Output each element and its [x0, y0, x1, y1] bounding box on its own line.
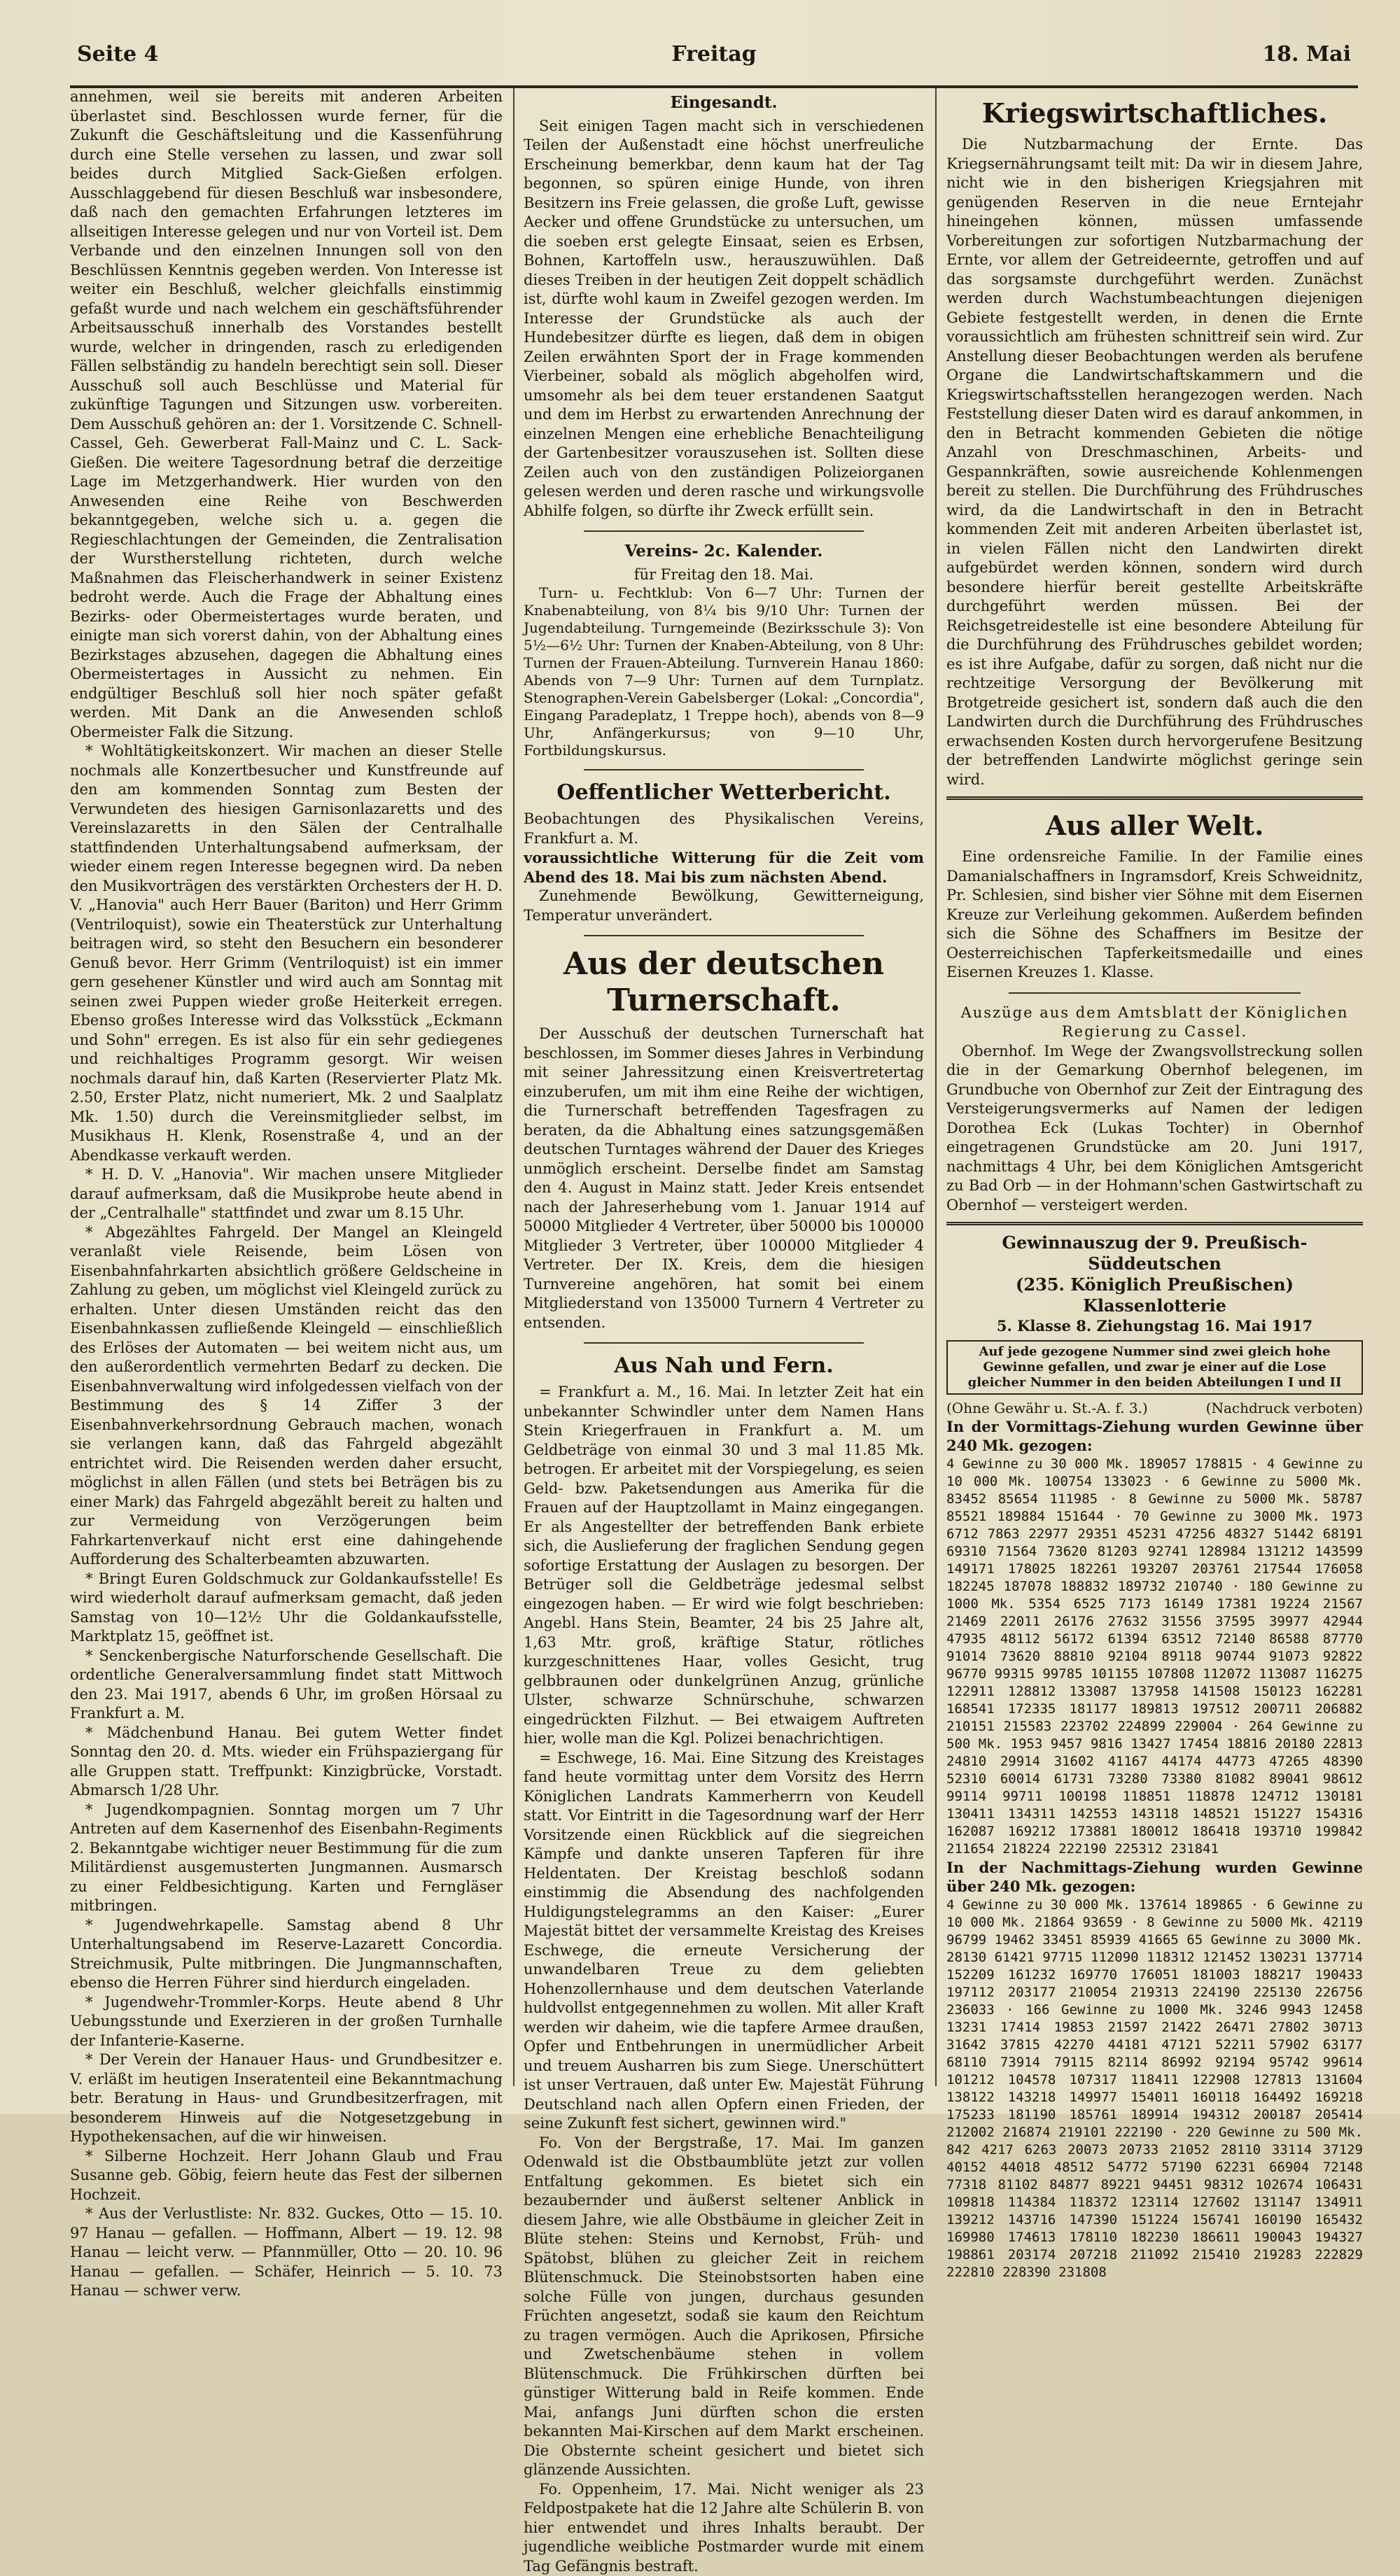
lottery-afternoon-numbers: 4 Gewinne zu 30 000 Mk. 137614 189865 · 6 Gewinne zu 10 000 Mk. 21864 93659 · 8 Gewinne zu 5000 Mk. 42119 96799 19462 33451 85939 41665 65 Gewinne zu 3000 Mk. 28130 61421 97715 112090 118312 121452 130231 137714 152209 161232 169770 176051 181003 188217 190433 197112 203177 210054 219313 224190 225130 226756 236033 · 166 Gewinne zu 1000 Mk. 3246 9943 12458 13231 17414 19853 21597 21422 26471 27802 30713 31642 37815 42270 44181 47121 52211 57902 63177 68110 73914 79115 82114 86992 92194 95742 99614 101212 104578 107317 118411 122908 127813 131604 138122 143218 149977 154011 160118 164492 169218 175233 181190 185761 189914 194312 200187 205414 212002 216874 219101 222190 · 220 Gewinne zu 500 Mk. 842 4217 6263 20073 20733 21052 28110 33114 37129 40152 44018 48512 54772 57190 62231 66904 72148 77318 81102 84877 89221 94451 98312 102674 106431 109818 114384 118372 123114 127602 131147 134911 139212 143716 147390 151224 156741 160190 165432 169980 174613 178110 182230 186611 190043 194327 198861 203174 207218 211092 215410 219283 222829 222810 228390 231808	[946, 1896, 1363, 2281]
vereins-heading: Vereins- 2c. Kalender.	[524, 542, 924, 561]
divider	[584, 530, 864, 532]
lottery-morning-numbers: 4 Gewinne zu 30 000 Mk. 189057 178815 · 4 Gewinne zu 10 000 Mk. 100754 133023 · 6 Gewinne zu 5000 Mk. 83452 85654 111985 · 8 Gewinne zu 5000 Mk. 58787 85521 189884 151644 · 70 Gewinne zu 3000 Mk. 1973 6712 7863 22977 29351 45231 47256 48327 51442 68191 69310 71564 73620 81203 92741 128984 131212 143599 149171 178025 182261 193207 203761 217544 176058 182245 187078 188832 189732 210740 · 180 Gewinne zu 1000 Mk. 5354 6525 7173 16149 17381 19224 21567 21469 22011 26176 27632 31556 37595 39977 42944 47935 48112 56172 61394 63512 72140 86588 87770 91014 73620 88810 92104 89118 90744 91073 92822 96770 99315 99785 101155 107808 112072 113087 116275 122911 128812 133087 137958 141508 150123 162281 168541 172335 181177 189813 197512 200711 206882 210151 215583 223702 224899 229004 · 264 Gewinne zu 500 Mk. 1953 9457 9816 13427 17454 18816 20180 22813 24810 29914 31602 41167 44174 44773 47265 48390 52310 60014 61731 73280 73380 81082 89041 98612 99114 99711 100198 118851 118878 124712 130181 130411 134311 142553 143118 148521 151227 154316 162087 169212 173881 180012 186418 193710 199842 211654 218224 222190 225312 231841	[946, 1456, 1363, 1858]
amtsblatt-body: Obernhof. Im Wege der Zwangsvollstreckung sollen die in der Gemarkung Obernhof belegenen, im Grundbuche von Obernhof zur Zeit der Eintragung des Versteigerungsvermerks auf Namen der ledigen Dorothea Eck (Lukas Tochter) in Obernhof eingetragenen Grundstücke am 20. Juni 1917, nachmittags 4 Uhr, bei dem Königlichen Amtsgericht zu Bad Orb — in der Hohmann'schen Gastwirtschaft zu Obernhof — versteigert werden.	[946, 1042, 1363, 1216]
local-news-jugendwehrkapelle: * Jugendwehrkapelle. Samstag abend 8 Uhr Unterhaltungsabend im Reserve-Lazarett Concordia. Streichmusik, Pulte mitbringen. Die Jungmannschaften, ebenso die Herren Führer sind hierdurch eingeladen.	[70, 1916, 503, 1993]
column-rule	[935, 87, 937, 2086]
local-news-maedchenbund: * Mädchenbund Hanau. Bei gutem Wetter findet Sonntag den 20. d. Mts. wieder ein Frühspaziergang für alle Gruppen statt. Treffpunkt: Kinzigbrücke, Vorstadt. Abmarsch 1/28 Uhr.	[70, 1724, 503, 1801]
page-header	[70, 36, 1358, 88]
column-3	[946, 87, 1363, 2086]
divider	[584, 1342, 864, 1344]
kriegswirtschaft-heading: Kriegswirtschaftliches.	[946, 97, 1363, 129]
nah-fern-heading: Aus Nah und Fern.	[524, 1353, 924, 1379]
lottery-afternoon-heading: In der Nachmittags-Ziehung wurden Gewinne über 240 Mk. gezogen:	[946, 1858, 1363, 1896]
local-news-hanovia: * H. D. V. „Hanovia". Wir machen unsere Mitglieder darauf aufmerksam, daß die Musikprobe heute abend in der „Centralhalle" stattfindet und zwar um 8.15 Uhr.	[70, 1165, 503, 1223]
divider	[946, 796, 1363, 800]
divider	[584, 769, 864, 770]
local-news-gold: * Bringt Euren Goldschmuck zur Goldankaufsstelle! Es wird wiederholt darauf aufmerksam gemacht, daß jeden Samstag von 10—12½ Uhr die Goldankaufsstelle, Marktplatz 15, geöffnet ist.	[70, 1570, 503, 1647]
aller-welt-body: Eine ordensreiche Familie. In der Familie eines Damanialschaffners in Ingramsdorf, Kreis Schweidnitz, Pr. Schlesien, sind bisher vier Söhne mit dem Eisernen Kreuze zur Verleihung gekommen. Außerdem befinden sich die Söhne des Schaffners im Besitze der Oesterreichischen Tapferkeitsmedaille und eines Eisernen Kreuzes 1. Klasse.	[946, 847, 1363, 983]
news-oppenheim: Fo. Oppenheim, 17. Mai. Nicht weniger als 23 Feldpostpakete hat die 12 Jahre alte Schülerin B. von hier entwendet und ihres Inhalts beraubt. Der jugendliche weibliche Postmarder wurde mit einem Tag Gefängnis bestraft.	[524, 2480, 924, 2576]
news-eschwege: = Eschwege, 16. Mai. Eine Sitzung des Kreistages fand heute vormittag unter dem Vorsitz des Herrn Königlichen Landrats Kammerherrn von Keudell statt. Vor Eintritt in die Tagesordnung warf der Herr Vorsitzende einen Rückblick auf die siegreichen Kämpfe und dankte unseren Tapferen für ihre Heldentaten. Der Kreistag beschloß sodann einstimmig die Absendung des nachfolgenden Huldigungstelegramms an den Kaiser: „Eurer Majestät bittet der versammelte Kreistag des Kreises Eschwege, die erneute Versicherung der unwandelbaren Treue zu dem geliebten Hohenzollernhause und dem deutschen Vaterlande huldvollst entgegennehmen zu wollen. Mit aller Kraft werden wir daheim, wie die tapfere Armee draußen, Opfer und Entbehrungen in unermüdlicher Arbeit und treuem Ausharren bis zum Siege. Unerschüttert ist unser Vertrauen, daß unter Ew. Majestät Führung Deutschland nach allen Opfern einen Frieden, der seine Zukunft fest sichert, gewinnen wird."	[524, 1749, 924, 2134]
eingesandt-body: Seit einigen Tagen macht sich in verschiedenen Teilen der Außenstadt eine höchst unerfreuliche Erscheinung bemerkbar, denn kaum hat der Tag begonnen, so spüren einige Hunde, von ihren Besitzern ins Freie gelassen, die große Luft, gewisse Aecker und offene Grundstücke zu untersuchen, um die soeben erst gelegte Einsaat, seien es Erbsen, Bohnen, Kartoffeln usw., herauszuwühlen. Daß dieses Treiben in der heutigen Zeit doppelt schädlich ist, dürfte wohl kaum in Zweifel gezogen werden. Im Interesse der Grundstücke als auch der Hundebesitzer dürfte es liegen, daß dem in obigen Zeilen erwähnten Sport der in Frage kommenden Vierbeiner, sobald als möglich abgeholfen wird, umsomehr als bei dem teuer erstandenen Saatgut und dem im Herbst zu erwartenden Anrechnung der einzelnen Mengen eine erhebliche Benachteiligung der Gartenbesitzer vorauszusehen ist. Sollten diese Zeilen auch von den zuständigen Polizeiorganen gelesen werden und deren rasche und wirkungsvolle Abhilfe folgen, so dürfte ihr Zweck erfüllt sein.	[524, 117, 924, 521]
column-rule	[513, 87, 514, 2086]
lottery-morning-heading: In der Vormittags-Ziehung wurden Gewinne über 240 Mk. gezogen:	[946, 1417, 1363, 1456]
weather-heading: Oeffentlicher Wetterbericht.	[524, 780, 924, 805]
local-news-hochzeit: * Silberne Hochzeit. Herr Johann Glaub und Frau Susanne geb. Göbig, feiern heute das Fest der silbernen Hochzeit.	[70, 2147, 503, 2205]
association-report: annehmen, weil sie bereits mit anderen Arbeiten überlastet sind. Beschlossen wurde ferner, für die Zukunft die Geschäftsleitung und die Kassenführung durch eine Stelle versehen zu lassen, und zwar soll beides durch Mitglied Sack-Gießen erfolgen. Ausschlaggebend für diesen Beschluß war insbesondere, daß nach den gemachten Erfahrungen letzteres im allseitigen Interesse gelegen und nur von Vorteil ist. Dem Verbande und den einzelnen Innungen soll von den Beschlüssen Kenntnis gegeben werden. Von Interesse ist weiter ein Beschluß, welcher gleichfalls einstimmig gefaßt wurde und nach welchem ein geschäftsführender Arbeitsausschuß innerhalb des Vorstandes bestellt wurde, welcher in dringenden, rasch zu erledigenden Fällen selbständig zu handeln berechtigt sein soll. Dieser Ausschuß soll auch Beschlüsse und Material für zukünftige Tagungen und Sitzungen usw. vorbereiten. Dem Ausschuß gehören an: der 1. Vorsitzende C. Schnell-Cassel, Geh. Gewerberat Fall-Mainz und C. L. Sack-Gießen. Die weitere Tagesordnung betraf die derzeitige Lage im Metzgerhandwerk. Hier wurden von den Anwesenden eine Reihe von Beschwerden bekanntgegeben, welche sich u. a. gegen die Regieschlachtungen der Gemeinden, die Zentralisation der Wurstherstellung richteten, durch welche Maßnahmen das Fleischerhandwerk in seiner Existenz bedroht werde. Auch die Frage der Abhaltung eines Bezirks- oder Obermeistertages wurde beraten, und einigte man sich vorerst dahin, von der Abhaltung eines Bezirkstages abzusehen, dagegen die Abhaltung eines Obermeistertages in Aussicht zu nehmen. Ein endgültiger Beschluß soll hier noch später gefaßt werden. Mit Dank an die Anwesenden schloß Obermeister Falk die Sitzung.	[70, 87, 503, 742]
vereins-date: für Freitag den 18. Mai.	[524, 565, 924, 585]
weather-forecast-title: voraussichtliche Witterung für die Zeit vom Abend des 18. Mai bis zum nächsten Abend.	[524, 848, 924, 887]
kriegswirtschaft-body: Die Nutzbarmachung der Ernte. Das Kriegsernährungsamt teilt mit: Da wir in diesem Jahre, nicht wie in den bisherigen Kriegsjahren mit genügenden Reserven in die neue Erntejahr hineingehen können, müssen umfassende Vorbereitungen zur sofortigen Nutzbarmachung der Ernte, vor allem der Getreideernte, getroffen und auf das sorgsamste durchgeführt werden. Zunächst werden durch Wachstumbeachtungen diejenigen Gebiete festgestellt werden, in denen die Ernte voraussichtlich am frühesten schnittreif sein wird. Zur Anstellung dieser Beobachtungen werden als berufene Organe die Landwirtschaftskammern und die Kriegswirtschaftsstellen herangezogen werden. Nach Feststellung dieser Daten wird es darauf ankommen, in den in Betracht kommenden Gebieten die nötige Anzahl von Dreschmaschinen, Arbeits- und Gespannkräften, sowie ausreichende Kohlenmengen bereit zu stellen. Die Durchführung des Frühdrusches wird, da die Landwirtschaft in den in Betracht kommenden Zeit mit anderen Arbeiten überlastet ist, in vielen Fällen nicht den Landwirten direkt aufgebürdet werden können, sondern wird durch besondere hierfür bereit gestellte Arbeitskräfte durchgeführt werden müssen. Bei der Reichsgetreidestelle ist eine besondere Abteilung für die Durchführung des Frühdrusches gebildet worden; es ist ihre Aufgabe, dafür zu sorgen, daß nicht nur die rechtzeitige Versorgung der Bevölkerung mit Brotgetreide gesichert ist, sondern daß auch die den Landwirten durch die Durchführung des Frühdrusches erwachsenden Kosten durch hervorgerufene Besitzung der betreffenden Landwirte möglichst geringe sein wird.	[946, 135, 1363, 789]
news-frankfurt: = Frankfurt a. M., 16. Mai. In letzter Zeit hat ein unbekannter Schwindler unter dem Namen Hans Stein Kriegerfrauen in Frankfurt a. M. um Geldbeträge von einmal 30 und 3 mal 11.85 Mk. betrogen. Er arbeitet mit der Vorspiegelung, es seien Geld- bzw. Paketsendungen aus Amerika für die Frauen auf der Hauptzollamt in Mainz eingegangen. Er als Angestellter der betreffenden Bank erbiete sich, die Auslieferung der fraglichen Sendung gegen sofortige Erstattung der Auslagen zu besorgen. Der Betrüger soll die Geldbeträge jedesmal selbst eingezogen haben. — Er wird wie folgt beschrieben: Angebl. Hans Stein, Beamter, 24 bis 25 Jahre alt, 1,63 Mtr. groß, kräftige Statur, rötliches kurzgeschnittenes Haar, volles Gesicht, trug gelbbraunen oder dunkelgrünen Anzug, grünliche Ulster, schwarze Schnürschuhe, schwarzen eingedrückten Filzhut. — Bei etwaigem Auftreten hier, wolle man die Kgl. Polizei benachrichtigen.	[524, 1383, 924, 1749]
column-1	[70, 87, 503, 2086]
turnerschaft-body: Der Ausschuß der deutschen Turnerschaft hat beschlossen, im Sommer dieses Jahres in Verbindung mit seiner Jahressitzung einen Kreisvertretertag einzuberufen, um mit ihm eine Reihe der wichtigen, die Turnerschaft betreffenden Tagesfragen zu beraten, da die Abhaltung eines satzungsgemäßen deutschen Turntages während der Dauer des Krieges unmöglich erscheint. Derselbe findet am Samstag den 4. August in Mainz statt. Jeder Kreis entsendet nach der Jahreserhebung vom 1. Januar 1914 auf 50000 Mitglieder 4 Vertreter, über 50000 bis 100000 Mitglieder 3 Vertreter, über 100000 Mitglieder 4 Vertreter. Der IX. Kreis, dem die hiesigen Turnvereine angehören, hat somit bei einem Mitgliederstand von 135000 Turnern 4 Vertreter zu entsenden.	[524, 1025, 924, 1332]
page-number: Seite 4	[77, 42, 158, 66]
lottery-subtitle: 5. Klasse 8. Ziehungstag 16. Mai 1917	[946, 1316, 1363, 1336]
issue-date: 18. Mai	[1262, 42, 1351, 66]
local-news-fare: * Abgezähltes Fahrgeld. Der Mangel an Kleingeld veranlaßt viele Reisende, beim Lösen von Eisenbahnfahrkarten absichtlich größere Geldscheine in Zahlung zu geben, um möglichst viel Kleingeld zurück zu erhalten. Unter diesen Umständen reicht das den Eisenbahnkassen zufließende Kleingeld — einschließlich des Erlöses der Automaten — bei weitem nicht aus, um den außerordentlich vermehrten Bedarf zu decken. Die Eisenbahnverwaltung wird infolgedessen vielfach von der Bestimmung des § 14 Ziffer 3 der Eisenbahnverkehrsordnung Gebrauch machen, wonach sie verlangen kann, daß das Fahrgeld abgezählt entrichtet wird. Die Reisenden werden daher ersucht, möglichst in allen Fällen (und stets bei Beträgen bis zu einer Mark) das Fahrgeld abgezählt bereit zu halten und zur Vermeidung von Verzögerungen beim Fahrkartenverkauf nicht erst eine dahingehende Aufforderung des Schalterbeamten abzuwarten.	[70, 1223, 503, 1570]
casualty-list: * Aus der Verlustliste: Nr. 832. Guckes, Otto — 15. 10. 97 Hanau — gefallen. — Hoffmann, Albert — 19. 12. 98 Hanau — leicht verw. — Pfannmüller, Otto — 20. 10. 96 Hanau — gefallen. — Schäfer, Heinrich — 5. 10. 73 Hanau — schwer verw.	[70, 2204, 503, 2301]
local-news-senckenberg: * Senckenbergische Naturforschende Gesellschaft. Die ordentliche Generalversammlung findet statt Mittwoch den 23. Mai 1917, abends 6 Uhr, im großen Hörsaal zu Frankfurt a. M.	[70, 1647, 503, 1724]
lottery-title-2: (235. Königlich Preußischen) Klassenlotterie	[946, 1274, 1363, 1316]
local-news-jugendkompagnien: * Jugendkompagnien. Sonntag morgen um 7 Uhr Antreten auf dem Kasernenhof des Eisenbahn-Regiments 2. Bekanntgabe wichtiger neuer Bestimmung für die zum Militärdienst ausgemusterten Jungmannen. Ausmarsch zu einer Feldbesichtigung. Karten und Ferngläser mitbringen.	[70, 1801, 503, 1916]
local-news-trommler: * Jugendwehr-Trommler-Korps. Heute abend 8 Uhr Uebungsstunde und Exerzieren in der großen Turnhalle der Infanterie-Kaserne.	[70, 1993, 503, 2051]
column-2	[524, 87, 924, 2086]
divider	[1009, 992, 1301, 994]
vereins-body: Turn- u. Fechtklub: Von 6—7 Uhr: Turnen der Knabenabteilung, von 8¼ bis 9/10 Uhr: Turnen der Jugendabteilung. Turngemeinde (Bezirksschule 3): Von 5½—6½ Uhr: Turnen der Knaben-Abteilung, von 8 Uhr: Turnen der Frauen-Abteilung. Turnverein Hanau 1860: Abends von 7—9 Uhr: Turnen auf dem Turnplatz. Stenographen-Verein Gabelsberger (Lokal: „Concordia", Eingang Paradeplatz, 1 Treppe hoch), abends von 8—9 Uhr, Anfängerkursus; von 9—10 Uhr, Fortbildungskursus.	[524, 584, 924, 759]
lottery-note-right: (Nachdruck verboten)	[1206, 1399, 1363, 1417]
lottery-notes	[946, 1399, 1363, 1417]
aller-welt-heading: Aus aller Welt.	[946, 810, 1363, 842]
turnerschaft-heading: Aus der deutschen Turnerschaft.	[524, 946, 924, 1019]
weather-forecast: Zunehmende Bewölkung, Gewitterneigung, Temperatur unverändert.	[524, 887, 924, 925]
divider	[584, 935, 864, 936]
weekday: Freitag	[70, 42, 1358, 66]
local-news-charity-concert: * Wohltätigkeitskonzert. Wir machen an dieser Stelle nochmals alle Konzertbesucher und Kunstfreunde auf den am kommenden Sonntag zum Besten der Verwundeten des hiesigen Garnisonlazaretts und des Vereinslazaretts in den Sälen der Centralhalle stattfindenden Unterhaltungsabend aufmerksam, der wieder einem regen Interesse begegnen wird. Da neben den Musikvorträgen des verstärkten Orchesters der H. D. V. „Hanovia" auch Herr Bauer (Bariton) und Herr Grimm (Ventriloquist), sowie ein Theaterstück zur Unterhaltung beitragen wird, so steht den Besuchern ein besonderer Genuß bevor. Herr Grimm (Ventriloquist) ist ein immer gern gesehener Künstler und wird auch am Sonntag mit seinen zwei Puppen wieder große Heiterkeit erregen. Ebenso großes Interesse wird das Volksstück „Eckmann und Sohn" erregen. Es ist also für ein sehr gediegenes und reichhaltiges Programm gesorgt. Wir weisen nochmals darauf hin, daß Karten (Reservierter Platz Mk. 2.50, Erster Platz, nicht numeriert, Mk. 2 und Saalplatz Mk. 1.50) durch die Vereinsmitglieder selbst, im Musikhaus H. Klenk, Rosenstraße 4, und an der Abendkasse verkauft werden.	[70, 742, 503, 1165]
lottery-notice-box: Auf jede gezogene Nummer sind zwei gleich hohe Gewinne gefallen, und zwar je einer auf die Lose gleicher Nummer in den beiden Abteilungen I und II	[946, 1340, 1363, 1395]
news-bergstrasse: Fo. Von der Bergstraße, 17. Mai. Im ganzen Odenwald ist die Obstbaumblüte jetzt zur vollen Entfaltung gekommen. Es bietet sich ein bezaubernder und äußerst seltener Anblick in diesem Jahre, wie alle Obstbäume in gleicher Zeit in Blüte stehen: Steins und Kernobst, Früh- und Spätobst, blühen zu gleicher Zeit in reichem Blütenschmuck. Die Steinobstsorten haben eine solche Fülle von jungen, durchaus gesunden Früchten angesetzt, sodaß sie kaum den Reichtum zu tragen vermögen. Auch die Aprikosen, Pfirsiche und Zwetschenbäume stehen in vollem Blütenschmuck. Die Frühkirschen dürften bei günstiger Witterung bald in Reife kommen. Ende Mai, anfangs Juni dürften schon die ersten bekannten Mai-Kirschen auf dem Markt erscheinen. Die Obsternte scheint gesichert und bietet sich glänzende Aussichten.	[524, 2134, 924, 2480]
lottery-note-left: (Ohne Gewähr u. St.-A. f. 3.)	[946, 1399, 1148, 1417]
eingesandt-heading: Eingesandt.	[524, 93, 924, 113]
amtsblatt-heading: Auszüge aus dem Amtsblatt der Königlichen Regierung zu Cassel.	[946, 1004, 1363, 1042]
lottery-title-1: Gewinnauszug der 9. Preußisch-Süddeutschen	[946, 1232, 1363, 1274]
weather-source: Beobachtungen des Physikalischen Vereins, Frankfurt a. M.	[524, 810, 924, 848]
divider	[946, 1222, 1363, 1225]
local-news-hausbesitzer: * Der Verein der Hanauer Haus- und Grundbesitzer e. V. erläßt im heutigen Inseratenteil eine Bekanntmachung betr. Beratung in Haus- und Grundbesitzerfragen, mit besonderem Hinweis auf die Notgesetzgebung in Hypothekensachen, auf die wir hinweisen.	[70, 2050, 503, 2147]
